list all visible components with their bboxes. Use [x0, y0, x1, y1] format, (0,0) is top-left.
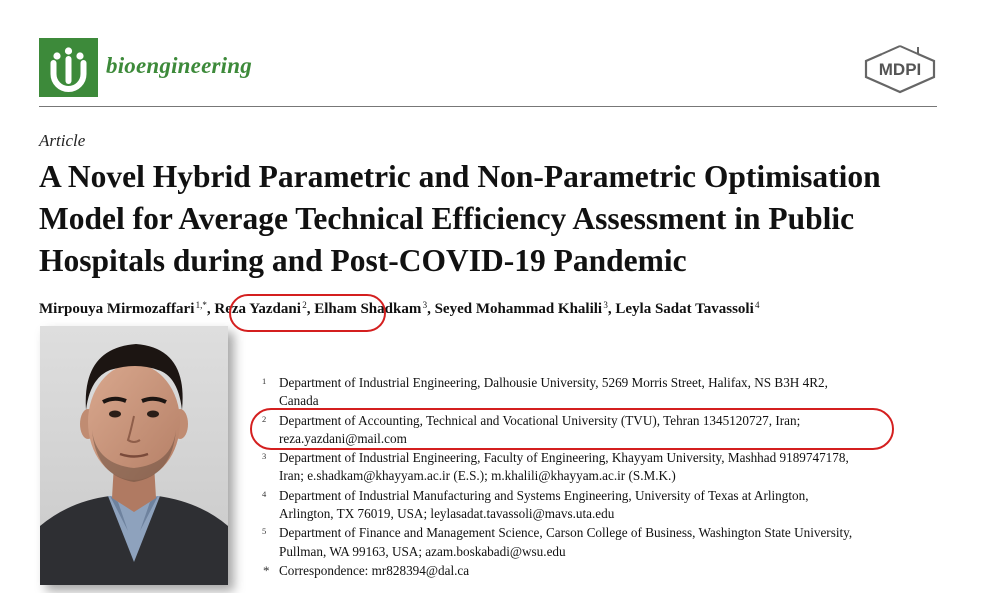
author-name[interactable]: Elham Shadkam — [314, 301, 422, 317]
affiliation-item — [258, 412, 958, 449]
publisher-logo — [862, 44, 938, 94]
journal-name: bioengineering — [106, 53, 252, 78]
affiliation-mark: 1 — [262, 376, 267, 386]
affiliation-line: Department of Industrial Engineering, Dalhousie University, 5269 Morris Street, Halifax, NS B3H 4R2, — [279, 375, 828, 390]
affiliation-item — [258, 374, 958, 411]
correspondence-line[interactable]: Correspondence: mr828394@dal.ca — [279, 562, 470, 578]
author-affiliation-mark: 4 — [755, 300, 760, 310]
title-line: Hospitals during and Post-COVID-19 Pandemic — [39, 243, 687, 278]
affiliation-email[interactable]: reza.yazdani@mail.com — [279, 430, 407, 446]
author-name[interactable]: Seyed Mohammad Khalili — [434, 301, 603, 317]
author-photo — [40, 326, 228, 585]
header-divider — [39, 106, 937, 107]
author-list: Mirpouya Mirmozaffari $^{1,*}$, Reza Yazdani $^2$, Elham Shadkam $^3$, Seyed Mohammad Khalili $^3$, Leyla Sadat Tavassoli $^4$ — [39, 300, 760, 317]
article-title — [39, 156, 939, 282]
author-affiliation-mark: 1,* — [195, 300, 207, 310]
affiliation-line: Department of Accounting, Technical and Vocational University (TVU), Tehran 1345120727, Iran; — [279, 412, 801, 428]
article-type: Article — [39, 131, 86, 150]
affiliation-mark: 2 — [262, 413, 267, 424]
affiliation-line: Department of Industrial Manufacturing and Systems Engineering, University of Texas at Arlington, — [279, 487, 809, 503]
correspondence-item — [258, 562, 958, 580]
author-affiliation-mark: 2 — [302, 300, 307, 310]
affiliation-mark: 4 — [262, 488, 267, 499]
affiliation-line: Canada — [279, 393, 319, 409]
publisher-name: MDPI — [878, 60, 922, 79]
affiliation-line: Department of Finance and Management Science, Carson College of Business, Washington State University, — [279, 525, 853, 541]
title-line: A Novel Hybrid Parametric and Non-Parametric Optimisation — [39, 159, 881, 194]
affiliation-mark: 5 — [262, 526, 267, 537]
author-name[interactable]: Reza Yazdani — [214, 301, 301, 317]
title-line: Model for Average Technical Efficiency Assessment in Public — [39, 201, 855, 236]
affiliation-item — [258, 449, 958, 486]
author-affiliation-mark: 3 — [603, 300, 608, 310]
author-name[interactable]: Leyla Sadat Tavassoli — [615, 301, 754, 317]
affiliation-line: Pullman, WA 99163, USA; azam.boskabadi@wsu.edu — [279, 543, 566, 559]
affiliation-item — [258, 524, 958, 561]
author-affiliation-mark: 3 — [422, 300, 428, 310]
affiliation-line: Iran; e.shadkam@khayyam.ac.ir (E.S.); m.khalili@khayyam.ac.ir (S.M.K.) — [279, 468, 676, 484]
affiliation-item — [258, 487, 958, 524]
affiliation-list — [258, 374, 958, 581]
affiliation-line: Arlington, TX 76019, USA; leylasadat.tavassoli@mavs.uta.edu — [279, 506, 615, 522]
author-name[interactable]: Mirpouya Mirmozaffari — [39, 301, 195, 317]
correspondence-mark: * — [263, 562, 270, 578]
affiliation-mark: 3 — [262, 451, 267, 462]
journal-logo-icon — [39, 38, 98, 97]
affiliation-line: Department of Industrial Engineering, Faculty of Engineering, Khayyam University, Mashhad 9189747178, — [279, 450, 849, 466]
